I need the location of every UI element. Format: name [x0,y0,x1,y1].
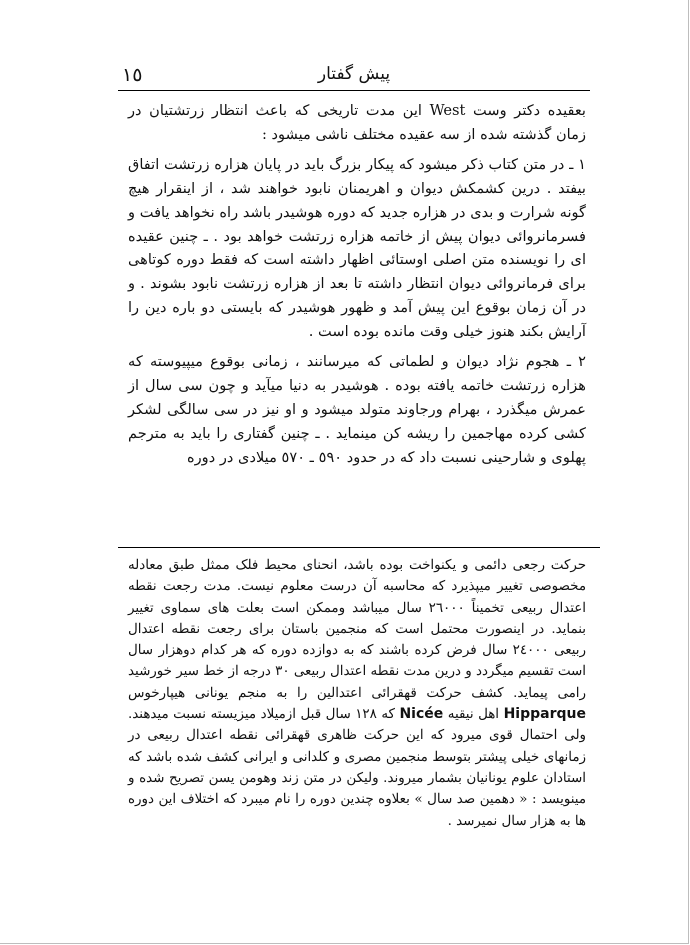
footnote-text-2: اهل نیقیه [447,707,500,723]
footnote [118,555,590,832]
footnote-text-1: حرکت رجعی دائمی و یکنواخت بوده باشد، انحنای محیط فلک ممثل طبق معادله مخصوصی تغییر میپذیرد که محاسبه آن درست معلوم نیست. مدت رجعت نقطه اعتدال ربیعی تخمیناً ٢٦٠٠٠ سال میباشد وممکن است بعلت های سماوی تغییر بنماید. در اینصورت محتمل است که منجمین باستان برای رجعت نقطه اعتدال ربیعی ٢٤٠٠٠ سال فرض کرده باشند که به دوازده دوره که هر کدام دوهزار سال است تقسیم میگردد و درین مدت نقطه اعتدال ربیعی ٣٠ درجه از خط سیر خورشید رامی پیماید. کشف حرکت قهقرائی اعتدالین را به منجم یونانی هیپارخوس [128,558,586,701]
running-title: پیش گفتار [317,64,391,84]
footnote-paragraph [128,555,586,832]
page-header [118,56,590,91]
footnote-divider [118,547,600,548]
intro-paragraph: بعقیده دکتر وست West این مدت تاریخی که باعث انتظار زرتشتیان در زمان گذشته شده از سه عقیده مختلف ناشی میشود : [128,102,586,143]
latin-nicee: Nicée [399,706,444,723]
main-text [118,91,590,470]
latin-hipparque: Hipparque [503,706,586,723]
paragraph-item-1: ١ ـ در متن کتاب ذکر میشود که پیکار بزرگ باید در پایان هزاره زرتشت اتفاق بیفتد . درین کشمکش دیوان و اهریمنان نابود خواهند شد ، از اینقرار هیچ گونه شرارت و بدی در هزاره جدید که دوره هوشیدر باشد راه نخواهد یافت و فسرمانروائی دیوان پیش از خاتمه هزاره زرتشت خواهد بود . ـ چنین عقیده ای را نویسنده متن اصلی اوستائی اظهار داشته است که فقط دوره کوتاهی برای فرمانروائی دیوان انتظار داشته تا بعد از هزاره زرتشت نابود بشوند . و در آن زمان بوقوع این پیش آمد و ظهور هوشیدر که بایستی دو باره دین را آرایش بکند هنوز خیلی وقت مانده بوده است . [128,155,587,341]
book-page [118,56,590,886]
page-number: ١٥ [122,64,143,86]
footnote-text-3: که ١٢٨ سال قبل ازمیلاد میزیسته نسبت میدهند. ولی احتمال قوی میرود که این حرکت ظاهری قهقرائی نقطه اعتدال ربیعی در زمانهای خیلی پیشتر بتوسط منجمین مصری و کلدانی و ایرانی کشف شده باشد که استادان علوم یونانیان بشمار میروند. ولیکن در متن زند وهومن یسن تصریح شده و مینویسد : « دهمین صد سال » بعلاوه چندین دوره را نام میبرد که اختلاف این دوره ها به هزار سال نمیرسد . [128,707,586,829]
paragraph-item-2: ٢ ـ هجوم نژاد دیوان و لطماتی که میرسانند ، زمانی بوقوع میپیوسته که هزاره زرتشت خاتمه یافته بوده . هوشیدر به دنیا میآید و چون سی سال از عمرش میگذرد ، بهرام ورجاوند متولد میشود و او نیز در سی سالگی لشکر کشی کرده مهاجمین را ریشه کن مینماید . ـ چنین گفتاری را باید به مترجم پهلوی و شارحینی نسبت داد که در حدود ٥٩٠ ـ ٥٧٠ میلادی در دوره [128,353,586,466]
